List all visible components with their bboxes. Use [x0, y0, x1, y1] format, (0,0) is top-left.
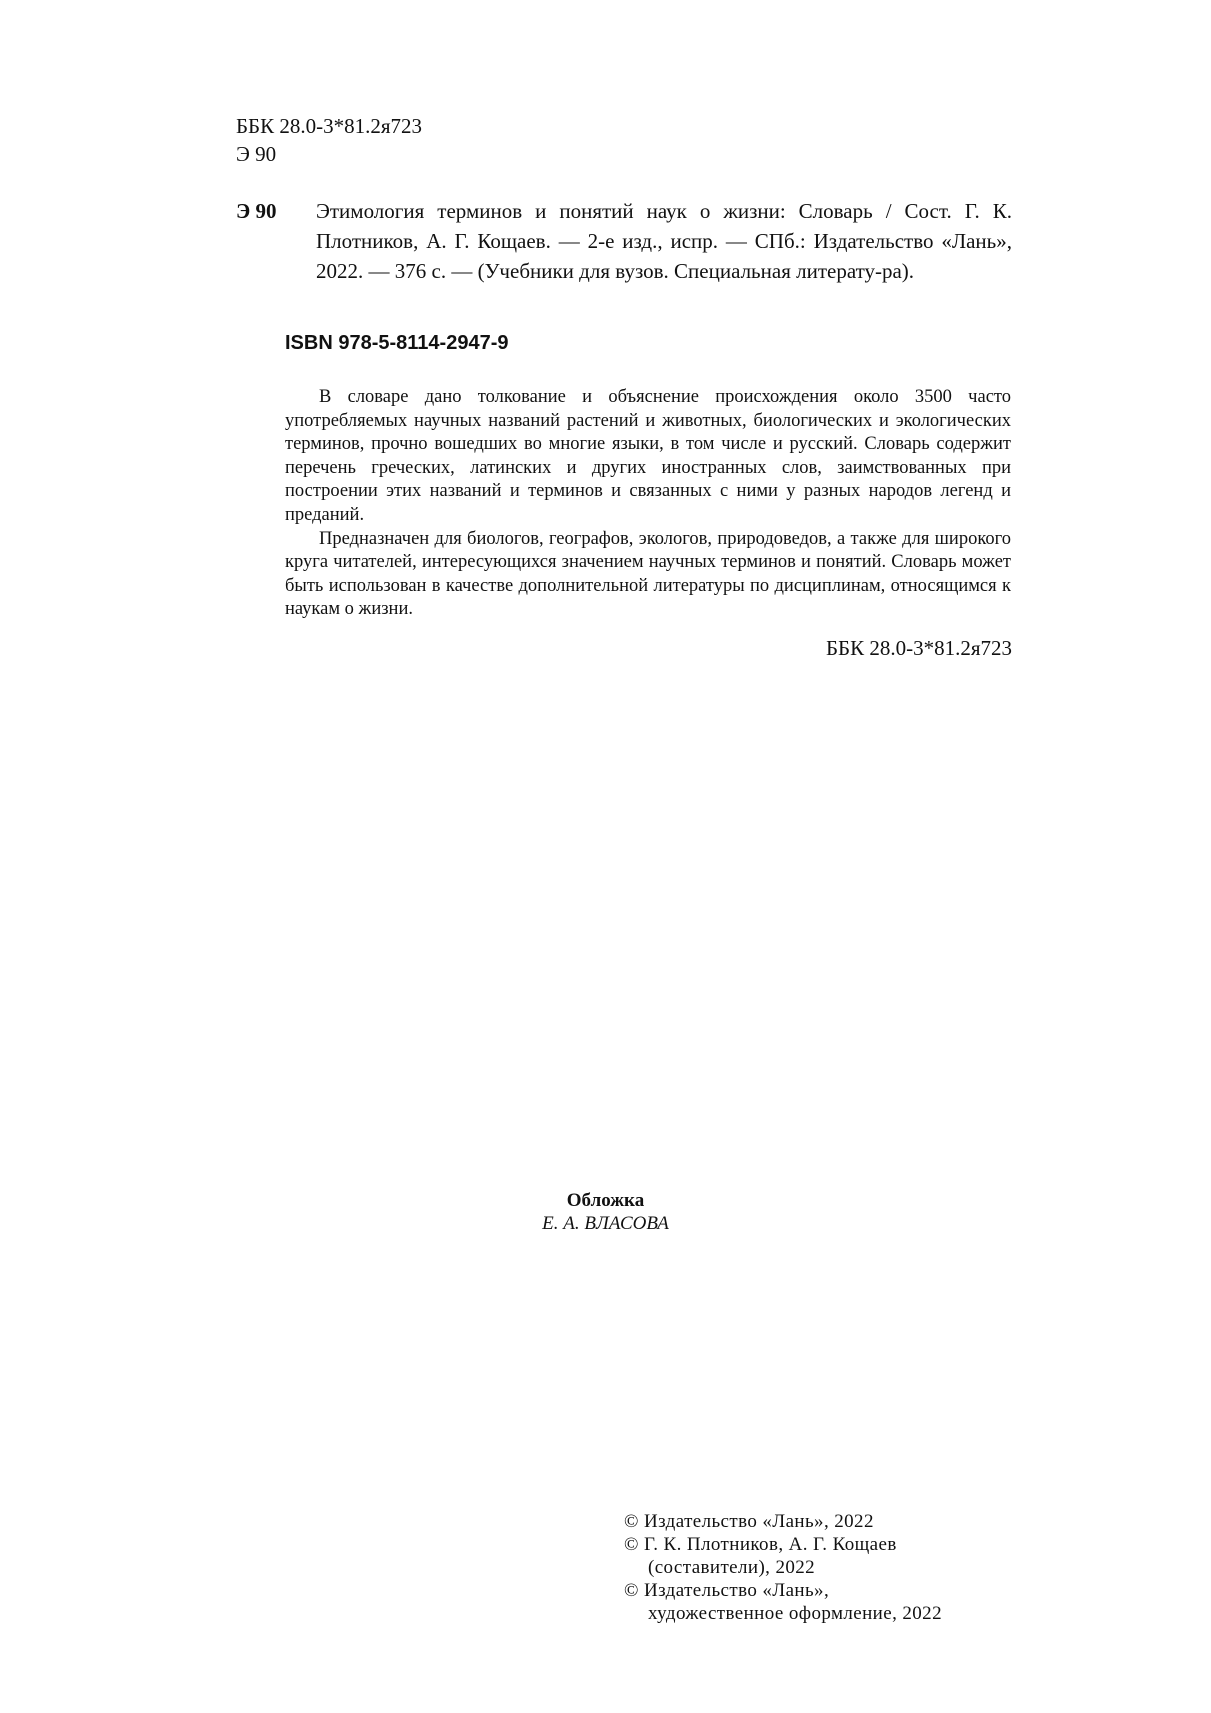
- abstract-paragraph-2: Предназначен для биологов, географов, экологов, природоведов, а также для широкого круга читателей, интересующихся значением научных терминов и понятий. Словарь может быть использован в качестве дополнительной литературы по дисциплинам, относящимся к наукам о жизни.: [285, 528, 1011, 620]
- entry-text: Этимология терминов и понятий наук о жизни: Словарь / Сост. Г. К. Плотников, А. Г. Кощаев. — 2-е изд., испр. — СПб.: Издательство «Лань», 2022. — 376 с. — (Учебники для вузов. Специальная литерату-ра).: [316, 199, 1012, 283]
- abstract-paragraph-1: В словаре дано толкование и объяснение происхождения около 3500 часто употребляемых научных названий растений и животных, биологических и экологических терминов, прочно вошедших во многие языки, в том числе и русский. Словарь содержит перечень греческих, латинских и других иностранных слов, заимствованных при построении этих названий и терминов и связанных с ними у разных народов легенд и преданий.: [285, 387, 1011, 525]
- copyright-line: © Издательство «Лань», 2022: [624, 1511, 874, 1532]
- abstract: [285, 386, 1011, 622]
- bbk-code: ББК 28.0-3*81.2я723: [236, 114, 423, 138]
- bbk-footer: ББК 28.0-3*81.2я723: [825, 636, 1012, 660]
- cover-label: Обложка: [566, 1190, 645, 1211]
- copyright-line: © Издательство «Лань»,: [624, 1580, 830, 1601]
- cover-credit: [0, 1189, 1211, 1235]
- copyright-line: (составители), 2022: [648, 1557, 816, 1578]
- author-mark: Э 90: [236, 142, 277, 166]
- isbn: ISBN 978-5-8114-2947-9: [285, 332, 509, 354]
- bibliographic-entry: [236, 196, 1012, 286]
- entry-code: Э 90: [236, 199, 277, 223]
- copyright-line: художественное оформление, 2022: [648, 1603, 942, 1624]
- cover-author: Е. А. ВЛАСОВА: [542, 1213, 669, 1234]
- bbk-header: [236, 112, 422, 168]
- copyright-block: [624, 1510, 1024, 1625]
- copyright-line: © Г. К. Плотников, А. Г. Кощаев: [624, 1534, 897, 1555]
